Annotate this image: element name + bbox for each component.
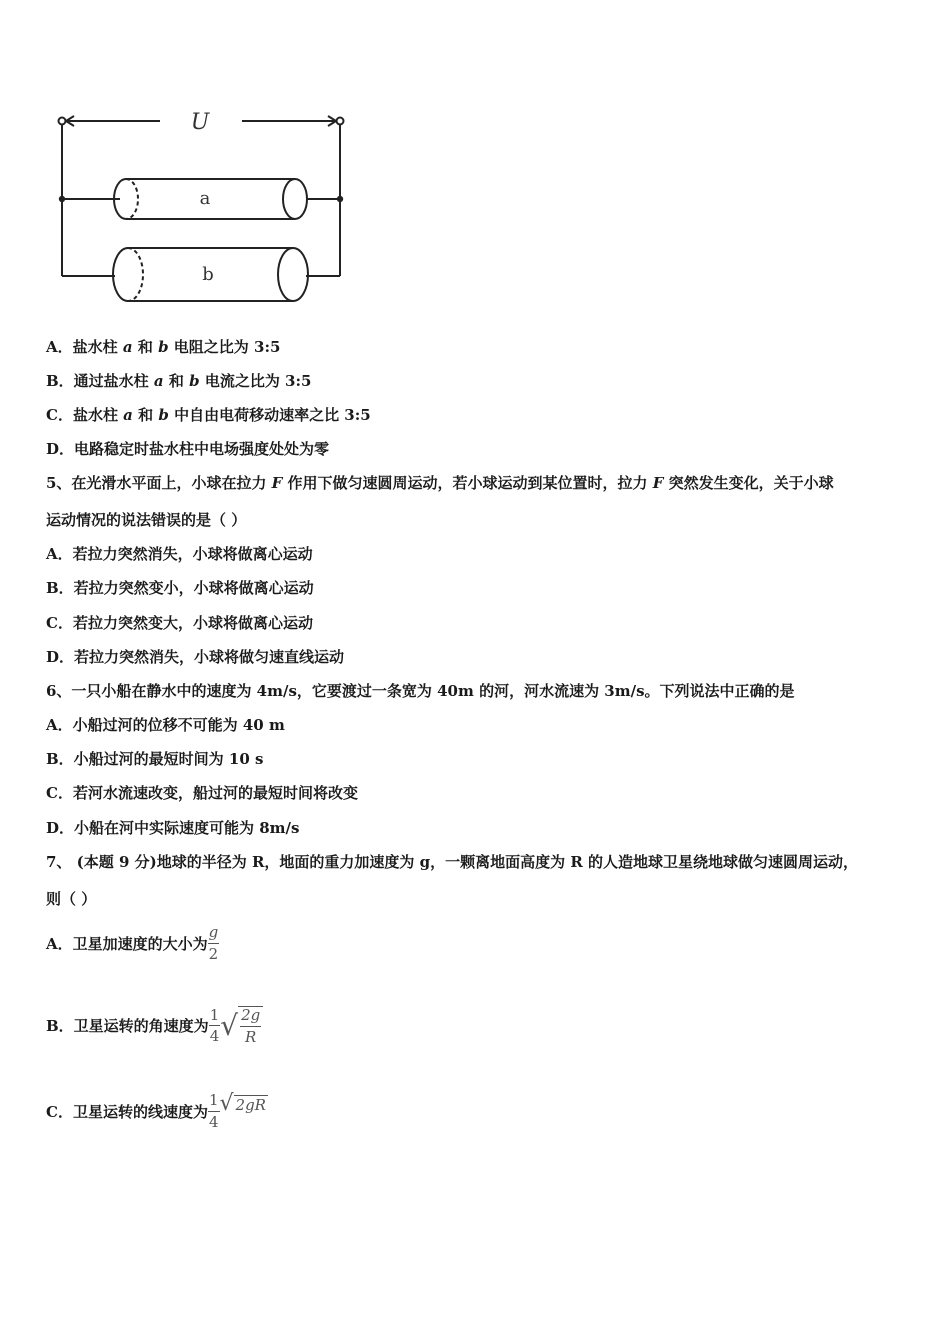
q6-option-a: A．小船过河的位移不可能为 40 m [46, 716, 285, 734]
cylinder-a [114, 179, 307, 219]
q4-option-d: D．电路稳定时盐水柱中电场强度处处为零 [46, 440, 330, 458]
q5-stem-line2: 运动情况的说法错误的是（ ） [46, 511, 247, 529]
q5-stem-line1: 5、在光滑水平面上，小球在拉力 F 作用下做匀速圆周运动，若小球运动到某位置时，拉力 F 突然发生变化，关于小球 [46, 474, 834, 492]
q6-option-b: B．小船过河的最短时间为 10 s [46, 750, 264, 768]
q4-option-a: A．盐水柱 a 和 b 电阻之比为 3:5 [46, 338, 281, 356]
coefficient-one-quarter: $\frac{1}{4}$ [209, 1005, 220, 1045]
q5-option-a: A．若拉力突然消失，小球将做离心运动 [46, 545, 313, 563]
voltage-label: U [190, 110, 210, 135]
q7-option-c: C．卫星运转的线速度为 $\frac{1}{4}$ √ 2gR [46, 1091, 266, 1131]
q6-option-c: C．若河水流速改变，船过河的最短时间将改变 [46, 784, 358, 802]
q6-option-d: D．小船在河中实际速度可能为 8m/s [46, 819, 300, 837]
q7-option-a: A．卫星加速度的大小为 $\frac{g}{2}$ [46, 923, 219, 963]
q4-option-b: B．通过盐水柱 a 和 b 电流之比为 3:5 [46, 372, 312, 390]
q7-stem-line2: 则（ ） [46, 890, 97, 908]
q6-stem: 6、一只小船在静水中的速度为 4m/s，它要渡过一条宽为 40m 的河，河水流速为 3m/s。下列说法中正确的是 [46, 682, 795, 700]
coefficient-one-quarter-c: $\frac{1}{4}$ [208, 1091, 219, 1131]
q5-option-d: D．若拉力突然消失，小球将做匀速直线运动 [46, 648, 345, 666]
cylinder-b-label: b [202, 264, 214, 285]
q7-option-b: B．卫星运转的角速度为 $\frac{1}{4}$ √ $\frac{2g}{R}$ [46, 1006, 263, 1045]
fraction-g-over-2: $\frac{g}{2}$ [208, 923, 219, 963]
sqrt-2gr: √ 2gR [219, 1091, 266, 1116]
q5-option-b: B．若拉力突然变小，小球将做离心运动 [46, 579, 314, 597]
q4-option-c: C．盐水柱 a 和 b 中自由电荷移动速率之比 3:5 [46, 406, 371, 424]
q7-stem-line1: 7、 (本题 9 分)地球的半径为 R，地面的重力加速度为 g，一颗离地面高度为 R 的人造地球卫星绕地球做匀速圆周运动， [46, 853, 859, 871]
sqrt-2g-over-r: √ $\frac{2g}{R}$ [220, 1006, 263, 1045]
cylinder-a-label: a [199, 188, 211, 209]
circuit-diagram [50, 100, 370, 325]
q5-option-c: C．若拉力突然变大，小球将做离心运动 [46, 614, 313, 632]
